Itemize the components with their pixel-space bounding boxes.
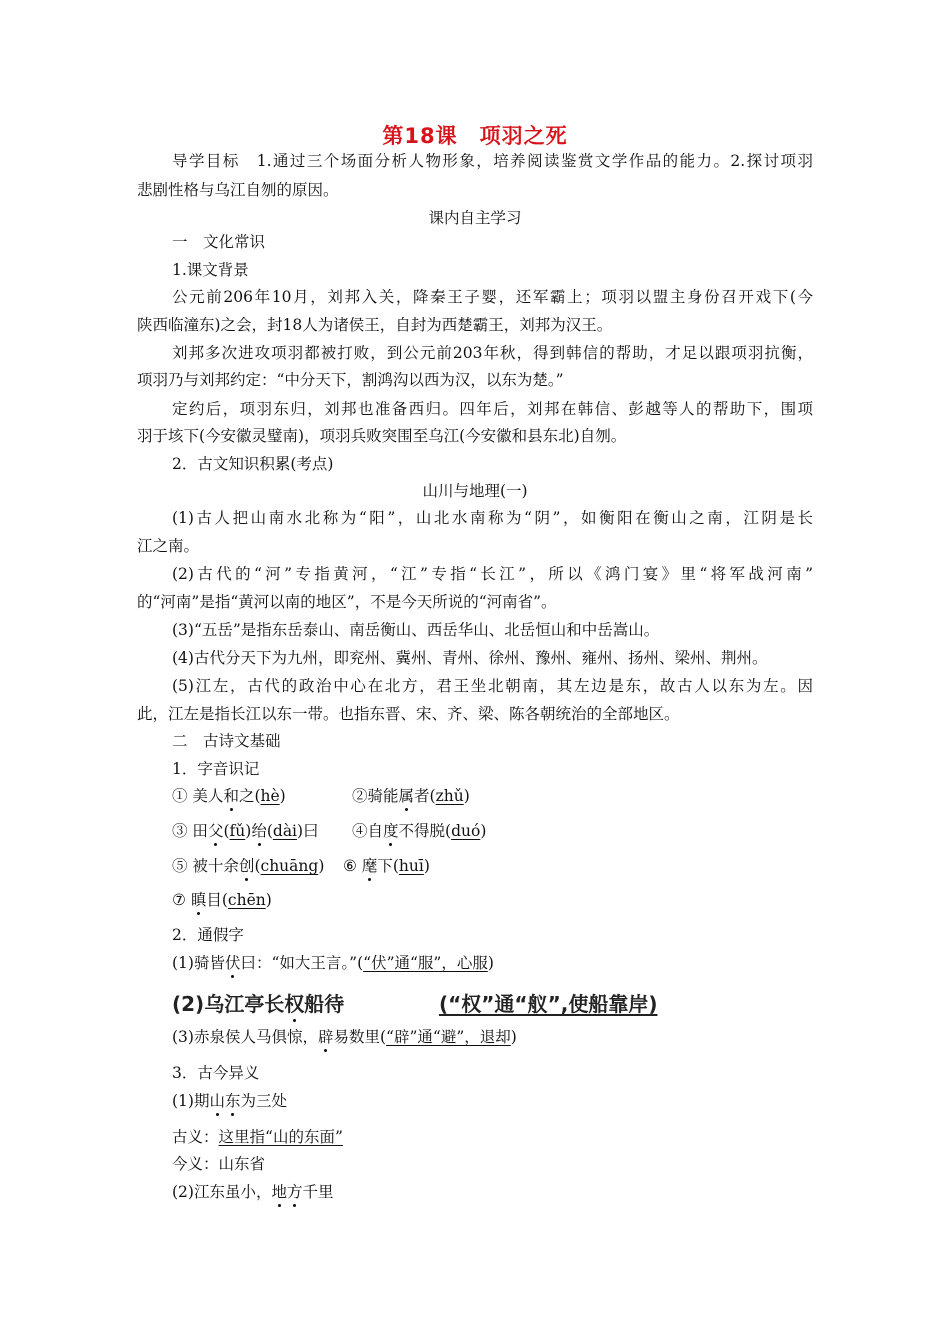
knowledge-4: (4)古代分天下为九州，即兖州、冀州、青州、徐州、豫州、雍州、扬州、梁州、荆州。 <box>172 649 768 667</box>
section-heading: 课内自主学习 <box>428 209 522 227</box>
emphasis-dot-char: 辟 <box>317 1028 334 1046</box>
background-p3-line-2: 羽于垓下(今安徽灵璧南)，项羽兵败突围至乌江(今安徽和县东北)自刎。 <box>137 427 627 445</box>
yiyi-item-2: (2)江东虽小，地方千里 <box>172 1183 334 1201</box>
yiyi-item-1: (1)期山东为三处 <box>172 1092 288 1110</box>
lesson-title: 第18课 项羽之死 <box>382 124 568 148</box>
pron-item-2: ②骑能属者(zhǔ) <box>352 787 470 805</box>
ancient-meaning-answer: 这里指“山的东面” <box>218 1128 343 1146</box>
emphasis-dot-char: 创 <box>238 857 255 875</box>
background-heading: 1.课文背景 <box>172 261 249 279</box>
background-p1-line-2: 陕西临潼东)之会，封18人为诸侯王，自封为西楚霸王，刘邦为汉王。 <box>137 316 613 334</box>
emphasis-dot-char: 绐 <box>251 822 267 840</box>
pron-item-7: ⑦ 瞋目(chēn) <box>172 891 272 909</box>
pronunciation-heading: 1．字音识记 <box>172 760 260 778</box>
emphasis-dot-char: 属 <box>398 787 415 805</box>
emphasis-dot-char: 东 <box>224 1092 241 1110</box>
modern-meaning: 今义：山东省 <box>172 1155 266 1173</box>
tongjia-answer: “伏”通“服”，心服 <box>363 954 488 972</box>
pron-item-1: ① 美人和之(hè) <box>172 787 286 805</box>
background-p3-line-1: 定约后，项羽东归，刘邦也准备西归。四年后，刘邦在韩信、彭越等人的帮助下，围项 <box>172 400 813 418</box>
tongjia-item-1: (1)骑皆伏曰：“如大王言。”(“伏”通“服”，心服) <box>172 954 494 972</box>
emphasis-dot-char: 父 <box>207 822 224 840</box>
tongjia-answer: “辟”通“避”，退却 <box>386 1028 511 1046</box>
emphasis-dot-char: 瞋 <box>190 891 207 909</box>
tongjia-heading: 2．通假字 <box>172 926 244 944</box>
background-p1-line-1: 公元前206年10月，刘邦入关，降秦王子婴，还军霸上；项羽以盟主身份召开戏下(今 <box>172 288 813 306</box>
knowledge-3: (3)“五岳”是指东岳泰山、南岳衡山、西岳华山、北岳恒山和中岳嵩山。 <box>172 621 660 639</box>
knowledge-5-line-1: (5)江左，古代的政治中心在北方，君王坐北朝南，其左边是东，故古人以东为左。因 <box>172 677 813 695</box>
emphasis-dot-char: 山 <box>209 1092 225 1110</box>
yiyi-heading: 3．古今异义 <box>172 1064 260 1082</box>
pron-answer: hè <box>260 787 280 805</box>
knowledge-1-line-1: (1)古人把山南水北称为“阳”，山北水南称为“阴”，如衡阳在衡山之南，江阴是长 <box>172 509 813 527</box>
emphasis-dot-char: 麾 <box>361 857 378 875</box>
pron-answer: fǔ <box>229 822 246 840</box>
learning-goal-line-1: 导学目标 1.通过三个场面分析人物形象，培养阅读鉴赏文学作品的能力。2.探讨项羽 <box>172 152 813 170</box>
emphasis-dot-char: 伏 <box>224 954 241 972</box>
ancient-meaning: 古义：这里指“山的东面” <box>172 1128 343 1146</box>
pron-item-4: ④自度不得脱(duó) <box>352 822 487 840</box>
emphasis-dot-char: 地 <box>271 1183 287 1201</box>
knowledge-heading: 2．古文知识积累(考点) <box>172 455 334 473</box>
emphasis-dot-char: 方 <box>286 1183 303 1201</box>
tongjia-answer: (“权”通“舣”,使船靠岸) <box>439 992 658 1016</box>
pron-answer: chuāng <box>260 857 319 875</box>
pron-answer: zhǔ <box>435 787 464 805</box>
knowledge-2-line-1: (2)古代的“河”专指黄河，“江”专指“长江”，所以《鸿门宴》里“将军战河南” <box>172 565 813 583</box>
knowledge-5-line-2: 此，江左是指长江以东一带。也指东晋、宋、齐、梁、陈各朝统治的全部地区。 <box>137 705 680 723</box>
part1-heading: 一 文化常识 <box>172 233 266 251</box>
pron-answer: duó <box>451 822 481 840</box>
learning-goal-line-2: 悲剧性格与乌江自刎的原因。 <box>137 181 339 199</box>
part2-heading: 二 古诗文基础 <box>172 732 281 750</box>
pron-answer: chēn <box>227 891 266 909</box>
pron-item-3: ③ 田父(fǔ)绐(dài)曰 <box>172 822 319 840</box>
pron-item-5: ⑤ 被十余创(chuāng) <box>172 857 325 875</box>
background-p2-line-1: 刘邦多次进攻项羽都被打败，到公元前203年秋，得到韩信的帮助，才足以跟项羽抗衡， <box>172 344 813 362</box>
knowledge-1-line-2: 江之南。 <box>137 537 200 555</box>
tongjia-item-3: (3)赤泉侯人马俱惊，辟易数里(“辟”通“避”，退却) <box>172 1028 517 1046</box>
pron-answer: huī <box>398 857 424 875</box>
background-p2-line-2: 项羽乃与刘邦约定：“中分天下，割鸿沟以西为汉，以东为楚。” <box>137 371 564 389</box>
emphasis-dot-char: 权 <box>284 988 304 1017</box>
knowledge-2-line-2: 的“河南”是指“黄河以南的地区”，不是今天所说的“河南省”。 <box>137 593 557 611</box>
knowledge-subtitle: 山川与地理(一) <box>422 482 528 500</box>
tongjia-item-2: (2)乌江亭长权船待 (“权”通“舣”,使船靠岸) <box>172 988 692 1020</box>
pron-answer: dài <box>272 822 298 840</box>
pron-item-6: ⑥ 麾下(huī) <box>343 857 430 875</box>
emphasis-dot-char: 度 <box>383 822 399 840</box>
emphasis-dot-char: 和 <box>223 787 239 805</box>
